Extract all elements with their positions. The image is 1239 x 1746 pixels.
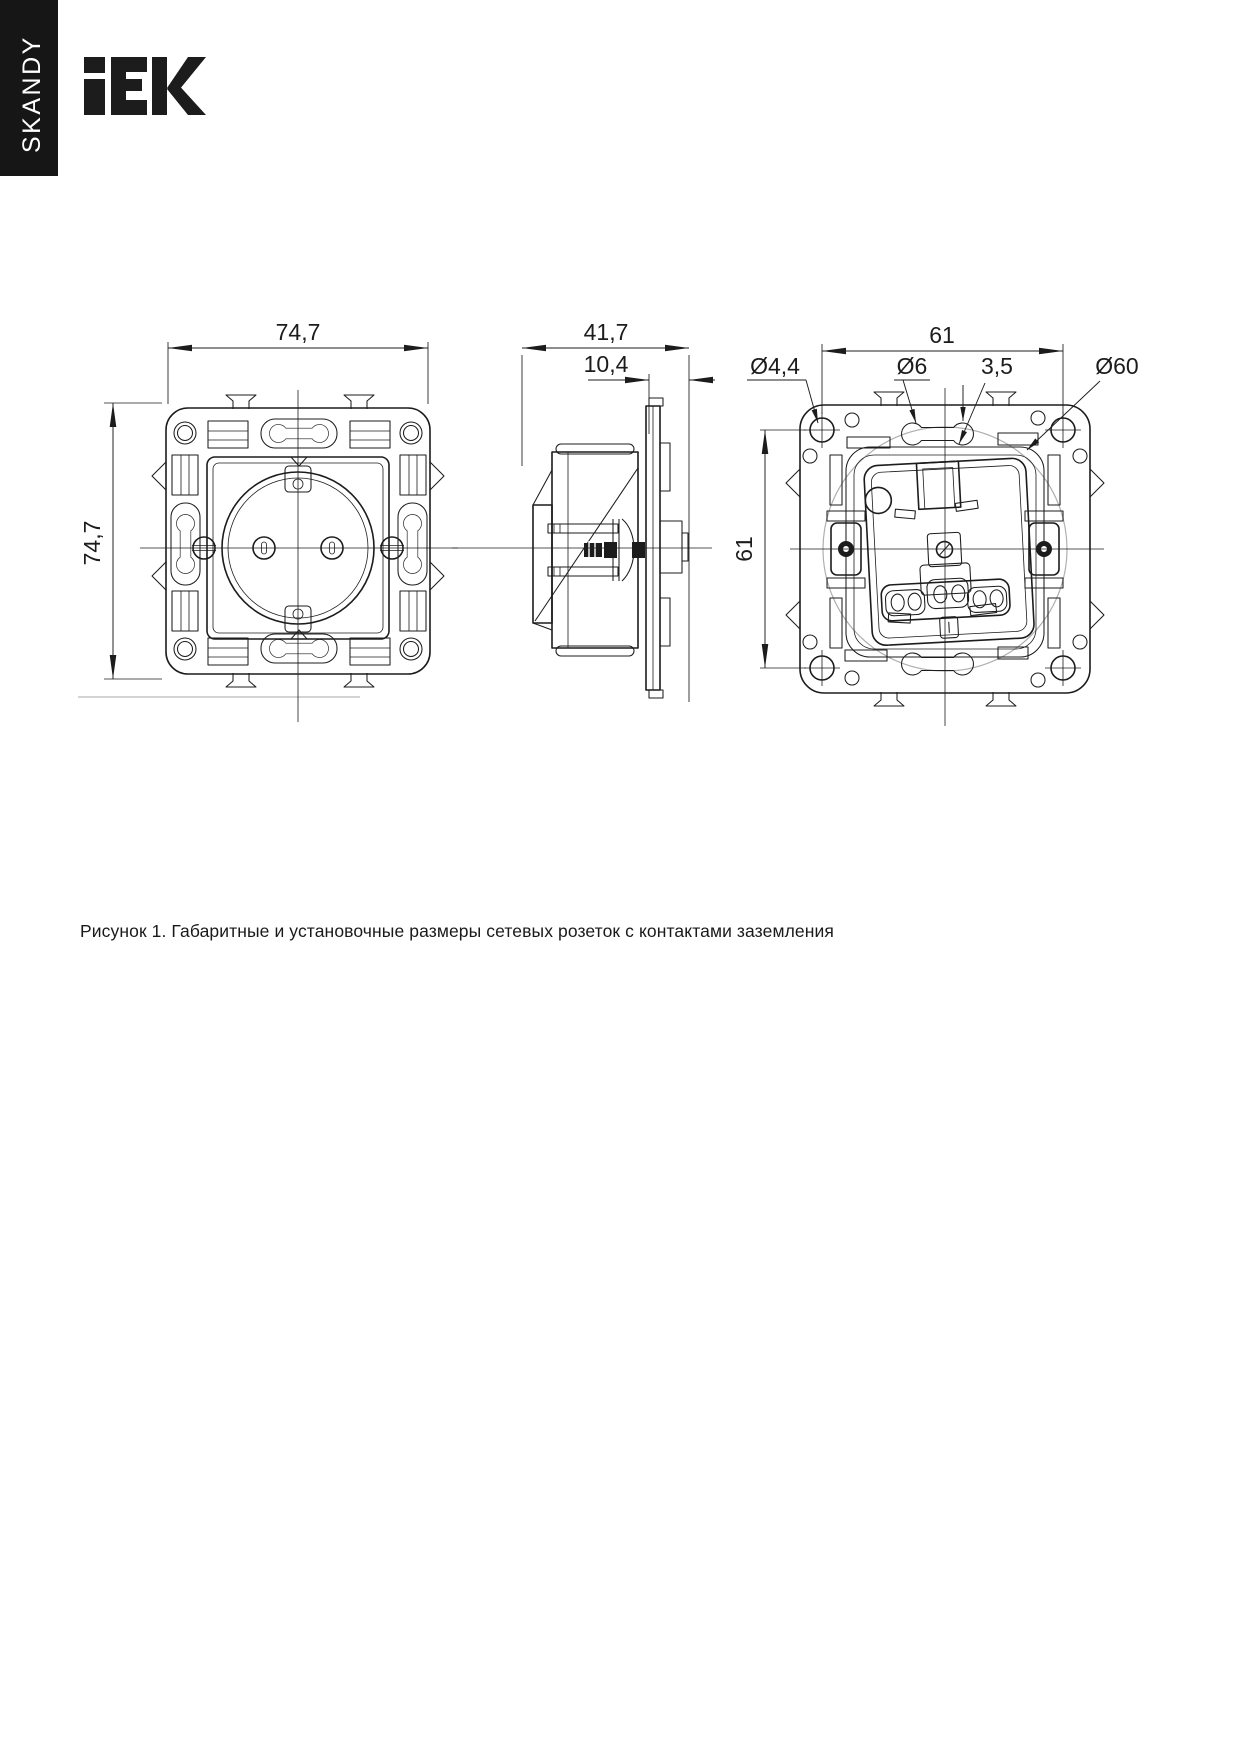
- dim-back-hole-spacing-h: 61: [929, 322, 955, 348]
- label-mount-hole-dia: Ø4,4: [750, 353, 800, 379]
- side-view-drawing: [452, 319, 715, 702]
- dim-side-depth: 41,7: [583, 319, 629, 345]
- label-slot-width: 3,5: [981, 353, 1013, 379]
- socket-mechanism-back: [863, 458, 1034, 646]
- front-dimensions: [79, 319, 428, 679]
- dim-front-width: 74,7: [275, 319, 321, 345]
- expansion-screw: [584, 519, 645, 581]
- keyhole-slot-bottom: [902, 653, 974, 675]
- sidebar-tab: [0, 0, 58, 176]
- dim-front-height: 74,7: [79, 520, 105, 566]
- back-view-drawing: [731, 322, 1139, 726]
- iek-logo: [84, 57, 206, 115]
- label-slot-dia: Ø6: [896, 353, 928, 379]
- back-dimensions: [731, 322, 1139, 668]
- label-box-dia: Ø60: [1095, 353, 1139, 379]
- side-dimensions: [522, 319, 715, 702]
- figure-caption: Рисунок 1. Габаритные и установочные размеры сетевых розеток с контактами заземления: [80, 921, 834, 941]
- dim-side-protrusion: 10,4: [583, 351, 629, 377]
- keyhole-slot-top: [902, 423, 974, 445]
- sidebar-series-label: SKANDY: [18, 35, 46, 153]
- dim-back-hole-spacing-v: 61: [731, 536, 757, 562]
- front-view-drawing: [78, 319, 458, 722]
